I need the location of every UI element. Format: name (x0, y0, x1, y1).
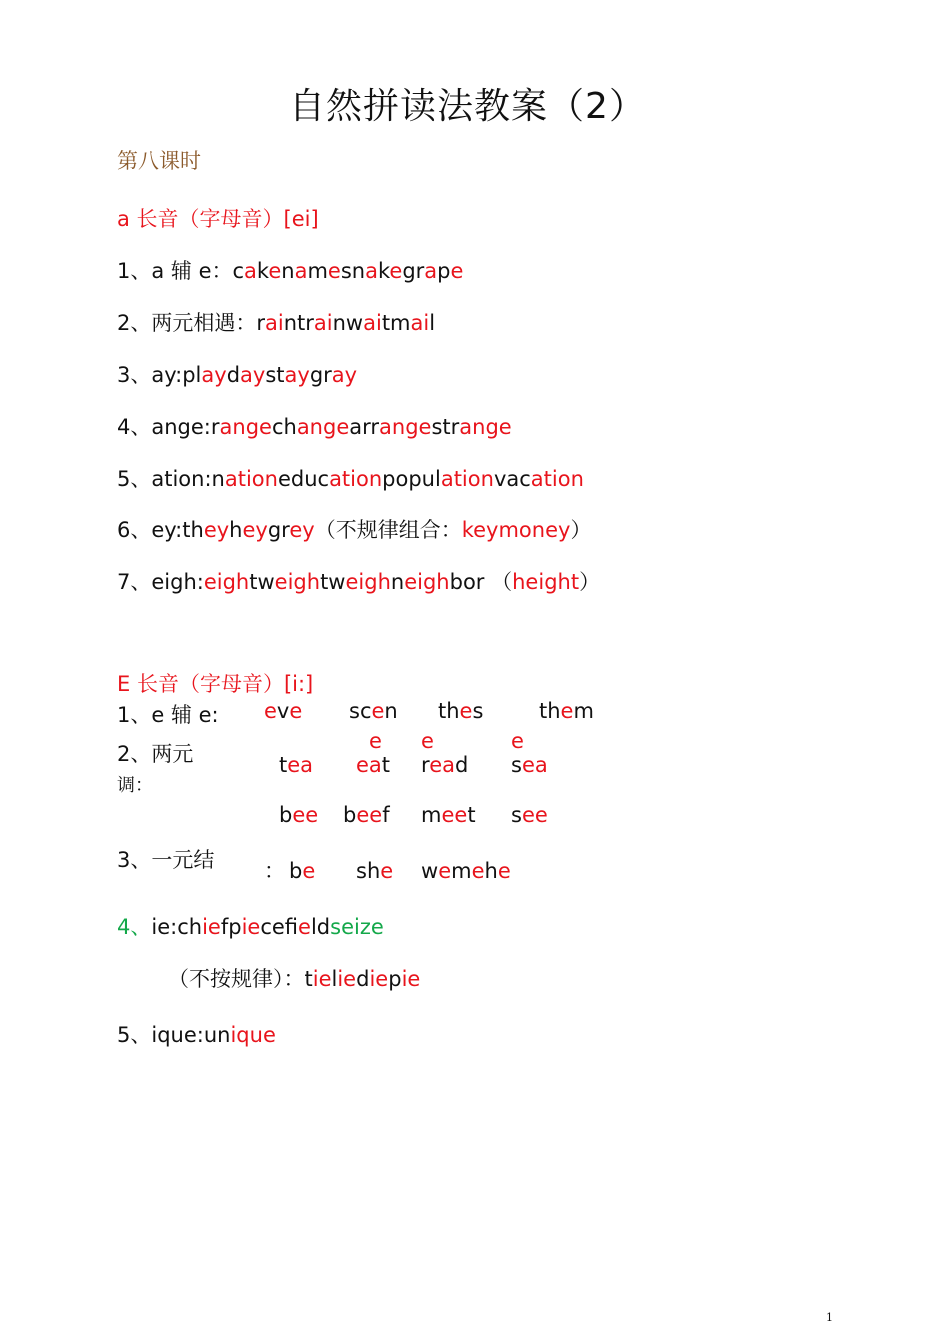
text-segment: n (211, 467, 225, 491)
word-parts (256, 311, 435, 335)
e-row2-word-4 (511, 751, 548, 779)
text-segment: p (388, 967, 402, 991)
highlighted-letters: ation (329, 467, 383, 491)
text-segment: un (203, 1023, 231, 1047)
e-row3-word-1 (279, 801, 318, 829)
line-label: 5、ation: (117, 467, 212, 491)
highlighted-letters: ange (296, 415, 350, 439)
line-label: 7、eigh: (117, 570, 204, 594)
text-segment: d (356, 967, 370, 991)
a-line-3 (117, 361, 357, 389)
text-segment: sn (340, 259, 366, 283)
text-segment: ch (271, 415, 297, 439)
text-segment: n (281, 259, 295, 283)
highlighted-letters: e (497, 859, 511, 883)
text-segment: popul (382, 467, 441, 491)
highlighted-letters: e (371, 699, 385, 723)
text-segment: cef (260, 915, 299, 939)
e-row2-word-2 (356, 751, 390, 779)
e-row3-word-3 (421, 801, 476, 829)
text-segment: l (429, 311, 436, 335)
highlighted-letters: ai (363, 311, 382, 335)
text-segment: sc (349, 699, 372, 723)
highlighted-letters: ay (331, 363, 358, 387)
text-segment: educ (277, 467, 330, 491)
page-title: 自然拼读法教案（2） (289, 86, 646, 127)
e-row1-word-2 (349, 697, 398, 725)
text-segment: sh (356, 859, 381, 883)
text-segment: r (210, 415, 220, 439)
text-segment: s (472, 699, 484, 723)
word-parts (211, 415, 512, 439)
text-segment: gr (402, 259, 425, 283)
highlighted-letters: ange (459, 415, 512, 439)
text-segment: bor （ (449, 570, 513, 594)
text-segment: st (265, 363, 285, 387)
a-line-5 (117, 465, 584, 493)
text-segment: ie:ch (151, 915, 203, 939)
text-segment: k (377, 259, 390, 283)
highlighted-letters: e (389, 259, 403, 283)
text-segment: h (229, 518, 243, 542)
highlighted-letters: ay (240, 363, 266, 387)
highlighted-letters: ey (203, 518, 230, 542)
highlighted-letters: ea (287, 753, 314, 777)
e-line-5 (117, 1021, 276, 1049)
text-segment: ntr (283, 311, 314, 335)
highlighted-letters: keymoney (461, 518, 571, 542)
highlighted-letters: a (365, 259, 378, 283)
text-segment: l (331, 967, 338, 991)
a-line-6 (117, 516, 591, 544)
highlighted-letters: ea (521, 753, 548, 777)
e-row3-word-4 (511, 801, 548, 829)
text-segment: s (511, 803, 522, 827)
highlighted-letters: ay (201, 363, 227, 387)
text-segment: k (256, 259, 269, 283)
text-segment: d (226, 363, 241, 387)
text-segment: ld (310, 915, 331, 939)
highlighted-letters: height (512, 570, 580, 594)
line-label: 6、ey: (117, 518, 183, 542)
highlighted-letters: ai (265, 311, 284, 335)
e-row2-label: 2、两元 (117, 742, 194, 766)
text-segment: m (421, 803, 442, 827)
a-line-2 (117, 309, 435, 337)
text-segment: pl (182, 363, 202, 387)
section-a-heading: a 长音（字母音）[ei] (117, 207, 319, 231)
highlighted-letters: ie (369, 967, 389, 991)
highlighted-letters: e (264, 699, 277, 723)
e-row1-word-1 (264, 697, 302, 725)
highlighted-letters: ey (242, 518, 268, 542)
highlighted-letters: ie (337, 967, 357, 991)
e-row1-tail-1: e (369, 729, 382, 753)
text-segment: r (256, 311, 266, 335)
e-row1-tail-2: e (421, 729, 434, 753)
line-label: 5、ique: (117, 1023, 204, 1047)
text-segment: b (279, 803, 293, 827)
e-row1-word-3 (438, 697, 483, 725)
highlighted-letters: ique (230, 1023, 276, 1047)
a-line-1 (117, 257, 463, 285)
text-segment: m (451, 859, 472, 883)
e-row1-label: 1、e 辅 e: (117, 703, 219, 727)
text-segment: b (343, 803, 357, 827)
highlighted-letters: ee (292, 803, 319, 827)
highlighted-letters: eigh (404, 570, 450, 594)
text-segment: tm (381, 311, 411, 335)
e-row1-tail-3: e (511, 729, 524, 753)
highlighted-letters: ie (401, 967, 421, 991)
highlighted-letters: a (294, 259, 308, 283)
section-e-heading: E 长音（字母音）[i:] (117, 672, 314, 696)
a-line-4 (117, 413, 512, 441)
highlighted-letters: e (380, 859, 394, 883)
text-segment: th (438, 699, 460, 723)
highlighted-letters: ea (356, 753, 382, 777)
e-row2-label-2: 调： (117, 775, 153, 796)
e-line-4 (117, 913, 384, 941)
e-row4-word-3 (421, 857, 511, 885)
text-segment: h (484, 859, 498, 883)
word-parts (182, 518, 591, 542)
highlighted-letters: ee (521, 803, 548, 827)
e-row4-label: 3、一元结 (117, 848, 215, 872)
e-row1-word-4 (539, 697, 594, 725)
text-segment: f (382, 803, 390, 827)
e-row4-word-1 (289, 857, 315, 885)
word-parts (204, 1023, 276, 1047)
highlighted-letters: e (438, 859, 452, 883)
line-label: 1、a 辅 e： (117, 259, 233, 283)
text-segment: gr (267, 518, 290, 542)
text-segment: （不规律组合： (314, 518, 462, 542)
highlighted-letters: e (327, 259, 341, 283)
highlighted-letters: ie (312, 967, 332, 991)
highlighted-letters: ange (379, 415, 432, 439)
text-segment: p (437, 259, 451, 283)
highlighted-letters: a (424, 259, 438, 283)
word-parts (233, 259, 464, 283)
text-segment: str (431, 415, 460, 439)
text-segment: nw (332, 311, 364, 335)
word-parts (305, 967, 421, 991)
text-segment: d (454, 753, 469, 777)
text-segment: th (182, 518, 204, 542)
word-parts (212, 467, 584, 491)
highlighted-letters: ai (410, 311, 430, 335)
text-segment: arr (349, 415, 380, 439)
line-label: 3、ay: (117, 363, 183, 387)
highlighted-letters: e (471, 859, 485, 883)
text-segment: m (307, 259, 328, 283)
text-segment: fp (220, 915, 242, 939)
highlighted-letters: ation (224, 467, 278, 491)
word-parts (204, 570, 600, 594)
highlighted-letters: seize (330, 915, 384, 939)
text-segment: b (289, 859, 303, 883)
text-segment: t (467, 803, 476, 827)
line-label: 4、 (117, 915, 152, 939)
highlighted-letters: eigh (274, 570, 321, 594)
highlighted-letters: e (268, 259, 282, 283)
highlighted-letters: ee (356, 803, 383, 827)
text-segment: t (304, 967, 313, 991)
line-label: （不按规律）： (168, 967, 305, 991)
line-label: 4、ange: (117, 415, 211, 439)
text-segment: c (232, 259, 245, 283)
highlighted-letters: ea (429, 753, 455, 777)
page-number: 1 (826, 1311, 833, 1324)
highlighted-letters: ation (440, 467, 494, 491)
e-row4-word-2 (356, 857, 393, 885)
lesson-label: 第八课时 (117, 149, 201, 173)
highlighted-letters: ange (219, 415, 272, 439)
e-row2-word-3 (421, 751, 468, 779)
text-segment: t (279, 753, 288, 777)
highlighted-letters: ie (298, 915, 311, 939)
highlighted-letters: ation (530, 467, 584, 491)
highlighted-letters: ay (284, 363, 310, 387)
text-segment: tw (320, 570, 346, 594)
e-row4-colon: ： (264, 859, 285, 883)
word-parts (182, 363, 357, 387)
highlighted-letters: ie (202, 915, 221, 939)
line-label: 2、两元相遇： (117, 311, 257, 335)
text-segment: m (573, 699, 594, 723)
highlighted-letters: e (459, 699, 473, 723)
highlighted-letters: e (450, 259, 464, 283)
text-segment: n (390, 570, 405, 594)
highlighted-letters: e (560, 699, 574, 723)
highlighted-letters: ee (441, 803, 468, 827)
highlighted-letters: e (302, 859, 316, 883)
highlighted-letters: e (289, 699, 303, 723)
highlighted-letters: eigh (345, 570, 391, 594)
text-segment: gr (309, 363, 332, 387)
text-segment: r (421, 753, 430, 777)
text-segment: w (421, 859, 439, 883)
highlighted-letters: ie (241, 915, 261, 939)
text-segment: ） (570, 518, 592, 542)
text-segment: vac (493, 467, 531, 491)
text-segment: s (511, 753, 522, 777)
word-parts (151, 915, 383, 939)
text-segment: ） (579, 570, 601, 594)
text-segment: tw (249, 570, 275, 594)
highlighted-letters: a (244, 259, 257, 283)
highlighted-letters: eigh (203, 570, 250, 594)
e-row2-word-1 (279, 751, 313, 779)
text-segment: t (381, 753, 391, 777)
text-segment: n (384, 699, 398, 723)
a-line-7 (117, 568, 600, 596)
e-row3-word-2 (343, 801, 390, 829)
highlighted-letters: ey (289, 518, 315, 542)
e-irregular-line (168, 965, 420, 993)
highlighted-letters: ai (313, 311, 333, 335)
text-segment: th (539, 699, 561, 723)
text-segment: v (276, 699, 290, 723)
